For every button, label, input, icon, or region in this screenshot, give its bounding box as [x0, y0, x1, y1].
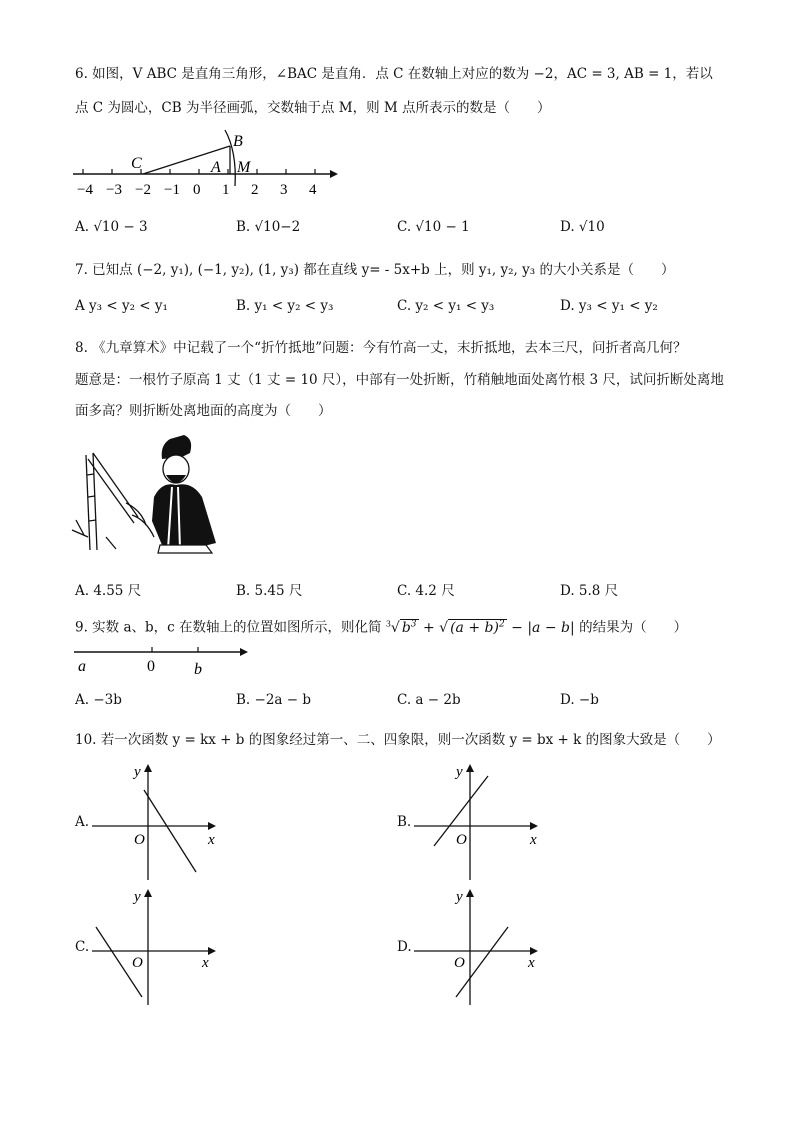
- q9-option-b: B. −2a − b: [236, 692, 311, 708]
- q7-option-c: C. y₂ < y₁ < y₃: [397, 298, 495, 314]
- svg-text:y: y: [134, 764, 141, 780]
- tick-label: −1: [164, 182, 180, 198]
- q9-text-after: 的结果为（ ）: [579, 619, 688, 636]
- label-m: M: [237, 159, 251, 176]
- q6-line2: 点 C 为圆心，CB 为半径画弧，交数轴于点 M，则 M 点所表示的数是（ ）: [75, 100, 551, 116]
- q9-option-a: A. −3b: [75, 692, 122, 708]
- tick-label: 3: [280, 182, 288, 198]
- q9-number-line-figure: [70, 644, 255, 680]
- q8-bamboo-scholar-illustration: [66, 425, 226, 565]
- function-line: [144, 790, 196, 872]
- q9-formula: $^3$√ $b^3$ + √ $(a + b)^2 - |a - b|$: [385, 619, 580, 636]
- tick-label: −2: [135, 182, 151, 198]
- q7-option-d: D. y₃ < y₁ < y₂: [560, 298, 658, 314]
- svg-text:y: y: [134, 889, 141, 905]
- q7-text: 7. 已知点 (−2, y₁), (−1, y₂), (1, y₃) 都在直线 y= - 5x+b 上，则 y₁, y₂, y₃ 的大小关系是（ ）: [75, 262, 675, 278]
- axis-arrow: [330, 170, 338, 178]
- q10-graph-c-label: C.: [75, 939, 90, 955]
- svg-text:y: y: [456, 764, 463, 780]
- q6-option-a: A. √10 − 3: [75, 219, 148, 235]
- q7-option-a: A y₃ < y₂ < y₁: [75, 298, 168, 314]
- q10-text: 10. 若一次函数 y = kx + b 的图象经过第一、二、四象限，则一次函数 y = bx + k 的图象大致是（ ）: [75, 732, 721, 748]
- label-b: B: [233, 133, 243, 150]
- q10-graph-d-label: D.: [397, 939, 412, 955]
- svg-text:x: x: [202, 955, 209, 971]
- axis-arrow: [240, 648, 248, 656]
- tick-label: 0: [193, 182, 201, 198]
- q10-graph-d: [410, 885, 550, 1009]
- q6-number-line-figure: [65, 128, 345, 200]
- tick-label: 2: [251, 182, 259, 198]
- q7-option-b: B. y₁ < y₂ < y₃: [236, 298, 334, 314]
- svg-text:y: y: [456, 889, 463, 905]
- q10-graph-a: [88, 760, 228, 884]
- scholar-figure-icon: [152, 435, 216, 553]
- q8-option-b: B. 5.45 尺: [236, 583, 303, 599]
- q10-graph-b: [410, 760, 550, 884]
- q9-option-d: D. −b: [560, 692, 599, 708]
- q8-option-c: C. 4.2 尺: [397, 583, 455, 599]
- q8-option-a: A. 4.55 尺: [75, 583, 142, 599]
- q8-line3: 面多高？则折断处离地面的高度为（ ）: [75, 403, 332, 419]
- svg-text:O: O: [134, 832, 145, 848]
- svg-text:x: x: [528, 955, 535, 971]
- label-b: b: [194, 661, 202, 678]
- label-a: A: [211, 159, 221, 176]
- bamboo-icon: [72, 453, 154, 550]
- svg-text:O: O: [456, 832, 467, 848]
- q8-line1: 8. 《九章算术》中记载了一个“折竹抵地”问题：今有竹高一丈，末折抵地，去本三尺，问折者高几何？: [75, 340, 687, 356]
- q6-option-b: B. √10−2: [236, 219, 301, 235]
- svg-text:x: x: [530, 832, 537, 848]
- svg-text:O: O: [132, 955, 143, 971]
- tick-label: 4: [309, 182, 317, 198]
- q9-text-before: 9. 实数 a、b，c 在数轴上的位置如图所示，则化简: [75, 619, 382, 636]
- svg-text:O: O: [454, 955, 465, 971]
- q10-graph-a-label: A.: [75, 814, 90, 830]
- q9-option-c: C. a − 2b: [397, 692, 461, 708]
- label-c: C: [131, 155, 142, 172]
- q9-text: [75, 614, 687, 638]
- q8-line2: 题意是：一根竹子原高 1 丈（1 丈 = 10 尺），中部有一处折断，竹稍触地面处离竹根 3 尺，试问折断处离地: [75, 372, 724, 388]
- label-a: a: [78, 658, 86, 675]
- svg-text:x: x: [208, 832, 215, 848]
- q8-option-d: D. 5.8 尺: [560, 583, 619, 599]
- label-zero: 0: [147, 658, 155, 675]
- tick-label: −3: [106, 182, 122, 198]
- q6-option-c: C. √10 − 1: [397, 219, 470, 235]
- tick-label: 1: [222, 182, 230, 198]
- q10-graph-c: [88, 885, 228, 1009]
- tick-label: −4: [77, 182, 93, 198]
- q10-graph-b-label: B.: [397, 814, 412, 830]
- q6-option-d: D. √10: [560, 219, 605, 235]
- q6-line1: 6. 如图，V ABC 是直角三角形，∠BAC 是直角．点 C 在数轴上对应的数为 −2，AC = 3, AB = 1，若以: [75, 66, 713, 82]
